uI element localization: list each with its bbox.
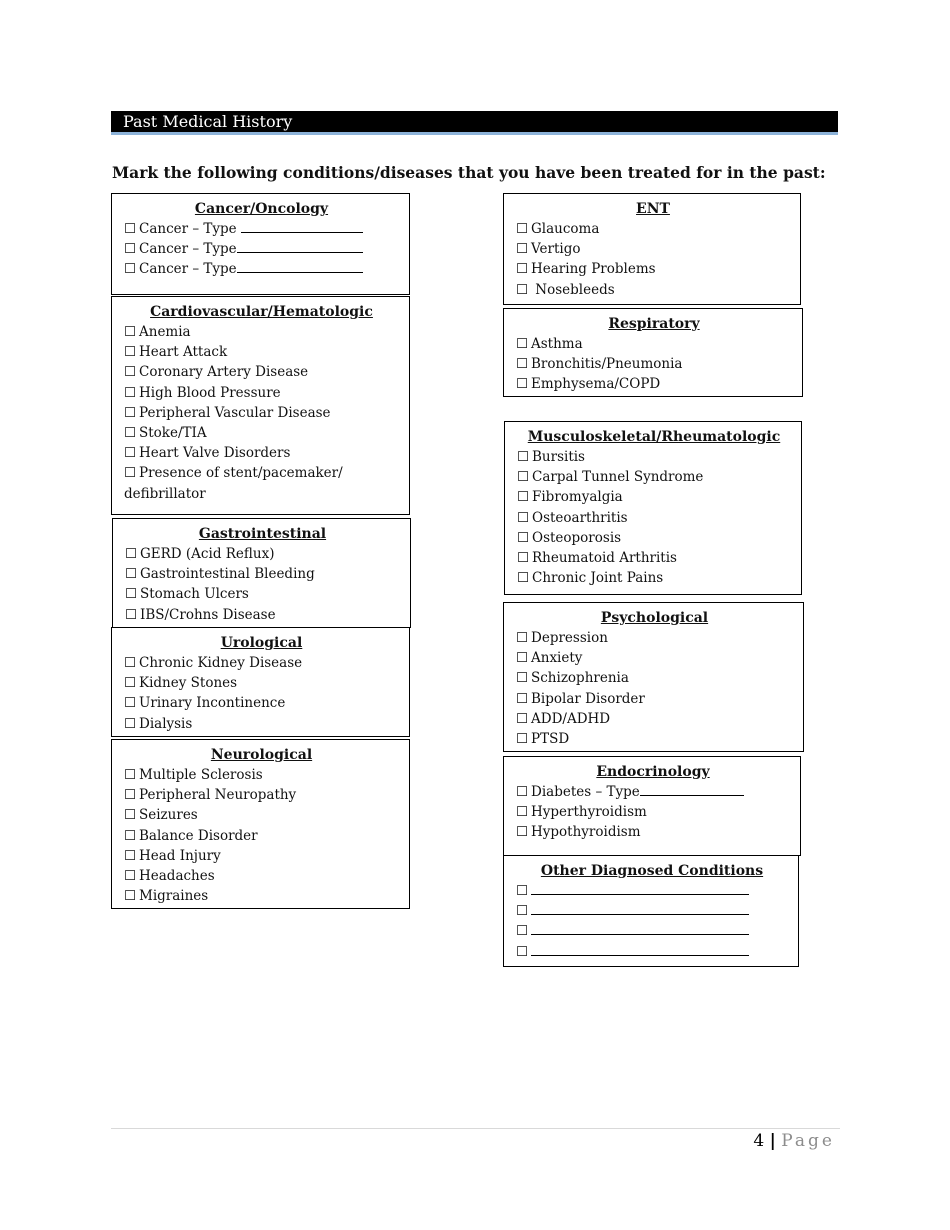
condition-item[interactable] <box>125 564 400 584</box>
neuro-title: Neurological <box>210 747 313 763</box>
condition-label: Bipolar Disorder <box>531 690 645 707</box>
other-diagnosed-conditions-box <box>503 855 799 967</box>
condition-label: Kidney Stones <box>139 675 238 692</box>
condition-item[interactable] <box>517 447 791 467</box>
condition-item[interactable] <box>516 628 793 648</box>
condition-label: IBS/Crohns Disease <box>140 606 276 623</box>
condition-label: Rheumatoid Arthritis <box>532 550 677 567</box>
psychological-box <box>503 602 804 752</box>
condition-label: Cancer – Type <box>139 221 241 237</box>
checkbox-icon[interactable]: ☐ <box>516 804 529 821</box>
checkbox-icon[interactable]: ☐ <box>517 529 530 546</box>
condition-label: Bursitis <box>532 449 585 465</box>
checkbox-icon[interactable]: ☐ <box>125 546 138 562</box>
condition-item[interactable] <box>124 259 399 279</box>
checkbox-icon[interactable]: ☐ <box>124 827 137 844</box>
checkbox-icon[interactable]: ☐ <box>517 449 530 465</box>
condition-item[interactable] <box>517 568 791 588</box>
checkbox-icon[interactable]: ☐ <box>124 384 137 401</box>
checkbox-icon[interactable]: ☐ <box>516 221 529 237</box>
condition-item[interactable] <box>124 443 399 463</box>
checkbox-icon[interactable]: ☐ <box>124 364 137 381</box>
footer-divider <box>111 1128 840 1129</box>
checkbox-icon[interactable]: ☐ <box>516 241 529 258</box>
checkbox-icon[interactable]: ☐ <box>516 883 529 899</box>
condition-label: Head Injury <box>139 847 221 864</box>
uro-title: Urological <box>220 635 303 651</box>
condition-label: Heart Attack <box>139 344 228 361</box>
condition-item[interactable] <box>125 605 400 625</box>
condition-label: Emphysema/COPD <box>531 376 661 393</box>
endo-title: Endocrinology <box>596 764 710 780</box>
checkbox-icon[interactable]: ☐ <box>124 465 137 482</box>
condition-label: Gastrointestinal Bleeding <box>140 566 315 583</box>
condition-item[interactable] <box>124 322 399 342</box>
condition-label: Urinary Incontinence <box>139 695 286 712</box>
cancer-oncology-box <box>111 193 410 295</box>
checkbox-icon[interactable]: ☐ <box>124 404 137 421</box>
condition-label: Migraines <box>139 888 209 905</box>
page-label: Page <box>781 1131 835 1151</box>
condition-label: Diabetes – Type <box>531 784 640 800</box>
checkbox-icon[interactable]: ☐ <box>124 847 137 864</box>
cancer-title: Cancer/Oncology <box>194 201 329 217</box>
condition-item[interactable] <box>516 334 792 354</box>
condition-label: Schizophrenia <box>531 670 629 687</box>
condition-item[interactable] <box>124 342 399 362</box>
page-footer <box>753 1131 835 1151</box>
footer-separator: | <box>769 1131 776 1151</box>
write-in-blank[interactable] <box>531 882 749 895</box>
condition-item[interactable] <box>517 548 791 568</box>
condition-item[interactable] <box>516 354 792 374</box>
condition-item[interactable] <box>516 729 793 749</box>
condition-item[interactable] <box>516 921 788 941</box>
condition-label: Dialysis <box>139 715 193 732</box>
condition-label: Balance Disorder <box>139 827 258 844</box>
condition-item[interactable] <box>516 822 790 842</box>
condition-label: Bronchitis/Pneumonia <box>531 356 683 373</box>
condition-label: Cancer – Type <box>139 241 237 258</box>
condition-item[interactable] <box>124 653 399 673</box>
checkbox-icon[interactable]: ☐ <box>516 376 529 393</box>
musculoskeletal-rheumatologic-box <box>504 421 802 595</box>
resp-title: Respiratory <box>608 316 700 332</box>
condition-item[interactable] <box>516 709 793 729</box>
checkbox-icon[interactable]: ☐ <box>124 324 137 340</box>
condition-label: Osteoarthritis <box>532 509 628 526</box>
condition-item[interactable] <box>124 826 399 846</box>
condition-label: Nosebleeds <box>531 281 615 298</box>
condition-label: Seizures <box>139 807 198 824</box>
checkbox-icon[interactable]: ☐ <box>516 261 529 278</box>
condition-item[interactable] <box>516 374 792 394</box>
checkbox-icon[interactable]: ☐ <box>516 650 529 667</box>
condition-item[interactable] <box>124 239 399 259</box>
write-in-blank[interactable] <box>237 240 363 253</box>
checkbox-icon[interactable]: ☐ <box>516 923 529 940</box>
condition-label: Depression <box>531 630 608 646</box>
condition-label: Anxiety <box>531 650 583 667</box>
condition-item[interactable] <box>124 693 399 713</box>
condition-item[interactable] <box>517 467 791 487</box>
checkbox-icon[interactable]: ☐ <box>124 767 137 783</box>
checkbox-icon[interactable]: ☐ <box>124 445 137 462</box>
checkbox-icon[interactable]: ☐ <box>124 807 137 824</box>
checkbox-icon[interactable]: ☐ <box>516 336 529 352</box>
condition-item[interactable] <box>516 280 790 300</box>
checkbox-icon[interactable]: ☐ <box>124 715 137 732</box>
condition-item[interactable] <box>124 785 399 805</box>
neurological-box <box>111 739 410 909</box>
condition-label: Coronary Artery Disease <box>139 364 309 381</box>
condition-item[interactable] <box>124 846 399 866</box>
write-in-blank[interactable] <box>531 922 749 935</box>
condition-item[interactable] <box>124 886 399 906</box>
respiratory-box <box>503 308 803 397</box>
checkbox-icon[interactable]: ☐ <box>124 261 137 278</box>
checkbox-icon[interactable]: ☐ <box>516 690 529 707</box>
condition-item[interactable] <box>124 362 399 382</box>
condition-label: Fibromyalgia <box>532 489 623 506</box>
condition-item[interactable] <box>516 901 788 921</box>
urological-box <box>111 627 410 737</box>
condition-item[interactable] <box>516 802 790 822</box>
musc-title: Musculoskeletal/Rheumatologic <box>527 429 781 445</box>
write-in-blank[interactable] <box>237 260 363 273</box>
condition-label: Osteoporosis <box>532 529 622 546</box>
condition-item[interactable] <box>516 689 793 709</box>
instruction-text: Mark the following conditions/diseases that you have been treated for in the past: <box>112 163 826 182</box>
checkbox-icon[interactable]: ☐ <box>124 221 137 237</box>
condition-item[interactable] <box>516 219 790 239</box>
condition-item[interactable] <box>516 881 788 901</box>
condition-item[interactable] <box>124 673 399 693</box>
checkbox-icon[interactable]: ☐ <box>516 630 529 646</box>
condition-item[interactable] <box>124 866 399 886</box>
write-in-blank[interactable] <box>640 783 744 796</box>
write-in-blank[interactable] <box>241 220 363 233</box>
checkbox-icon[interactable]: ☐ <box>517 489 530 506</box>
condition-item[interactable] <box>124 805 399 825</box>
condition-item[interactable] <box>124 423 399 443</box>
ent-title: ENT <box>636 201 670 217</box>
checkbox-icon[interactable]: ☐ <box>124 655 137 671</box>
condition-label: Glaucoma <box>531 221 600 237</box>
condition-label: Cancer – Type <box>139 261 237 278</box>
condition-label: Presence of stent/pacemaker/ defibrillator <box>124 465 347 502</box>
condition-label: Asthma <box>531 336 583 352</box>
condition-label: Vertigo <box>531 241 581 258</box>
condition-label: GERD (Acid Reflux) <box>140 546 275 562</box>
condition-label: ADD/ADHD <box>531 710 611 727</box>
condition-label: High Blood Pressure <box>139 384 281 401</box>
checkbox-icon[interactable]: ☐ <box>516 356 529 373</box>
cardio-title: Cardiovascular/Hematologic <box>150 304 373 320</box>
checkbox-icon[interactable]: ☐ <box>516 903 529 920</box>
condition-label: Hearing Problems <box>531 261 656 278</box>
checkbox-icon[interactable]: ☐ <box>124 888 137 905</box>
condition-item[interactable] <box>517 487 791 507</box>
condition-item[interactable] <box>124 765 399 785</box>
condition-label: Hyperthyroidism <box>531 804 647 821</box>
checkbox-icon[interactable]: ☐ <box>124 425 137 442</box>
checkbox-icon[interactable]: ☐ <box>517 509 530 526</box>
page-number: 4 <box>753 1131 765 1151</box>
checkbox-icon[interactable]: ☐ <box>516 943 529 960</box>
checkbox-icon[interactable]: ☐ <box>516 670 529 687</box>
cardiovascular-hematologic-box <box>111 296 410 515</box>
checkbox-icon[interactable]: ☐ <box>124 675 137 692</box>
checkbox-icon[interactable]: ☐ <box>125 566 138 583</box>
condition-item[interactable] <box>516 259 790 279</box>
condition-label: Headaches <box>139 868 215 885</box>
condition-item[interactable] <box>124 403 399 423</box>
condition-label: Stomach Ulcers <box>140 586 249 603</box>
condition-label: Multiple Sclerosis <box>139 767 263 783</box>
condition-item[interactable] <box>516 648 793 668</box>
checkbox-icon[interactable]: ☐ <box>124 787 137 804</box>
condition-label: Heart Valve Disorders <box>139 445 291 462</box>
section-header: Past Medical History <box>111 111 838 135</box>
gastrointestinal-box <box>112 518 411 628</box>
condition-label: Carpal Tunnel Syndrome <box>532 469 704 486</box>
checkbox-icon[interactable]: ☐ <box>125 606 138 623</box>
checkbox-icon[interactable]: ☐ <box>517 570 530 587</box>
checkbox-icon[interactable]: ☐ <box>125 586 138 603</box>
checkbox-icon[interactable]: ☐ <box>517 550 530 567</box>
write-in-blank[interactable] <box>531 943 749 956</box>
condition-item[interactable] <box>124 714 399 734</box>
condition-item[interactable] <box>124 219 399 239</box>
checkbox-icon[interactable]: ☐ <box>516 784 529 800</box>
checkbox-icon[interactable]: ☐ <box>124 868 137 885</box>
checkbox-icon[interactable]: ☐ <box>517 469 530 486</box>
condition-label: Stoke/TIA <box>139 425 207 442</box>
condition-item[interactable] <box>125 584 400 604</box>
checkbox-icon[interactable]: ☐ <box>124 344 137 361</box>
condition-item[interactable] <box>517 508 791 528</box>
condition-item[interactable] <box>124 383 399 403</box>
checkbox-icon[interactable]: ☐ <box>516 824 529 841</box>
checkbox-icon[interactable]: ☐ <box>124 241 137 258</box>
condition-item[interactable] <box>516 782 790 802</box>
other-title: Other Diagnosed Conditions <box>540 863 764 879</box>
condition-item[interactable] <box>517 528 791 548</box>
checkbox-icon[interactable]: ☐ <box>124 695 137 712</box>
checkbox-icon[interactable]: ☐ <box>516 731 529 748</box>
condition-label: Chronic Kidney Disease <box>139 655 303 671</box>
condition-item[interactable] <box>516 668 793 688</box>
endocrinology-box <box>503 756 801 856</box>
gastro-title: Gastrointestinal <box>198 526 327 542</box>
condition-label: PTSD <box>531 731 570 748</box>
ent-box <box>503 193 801 305</box>
condition-label: Peripheral Neuropathy <box>139 787 297 804</box>
condition-label: Chronic Joint Pains <box>532 570 664 587</box>
psych-title: Psychological <box>600 610 709 626</box>
condition-label: Hypothyroidism <box>531 824 641 841</box>
condition-label: Anemia <box>139 324 191 340</box>
write-in-blank[interactable] <box>531 902 749 915</box>
condition-label: Peripheral Vascular Disease <box>139 404 331 421</box>
condition-item[interactable] <box>125 544 400 564</box>
condition-item[interactable] <box>516 942 788 962</box>
checkbox-icon[interactable]: ☐ <box>516 281 529 298</box>
condition-item[interactable] <box>124 463 399 503</box>
condition-item[interactable] <box>516 239 790 259</box>
checkbox-icon[interactable]: ☐ <box>516 710 529 727</box>
